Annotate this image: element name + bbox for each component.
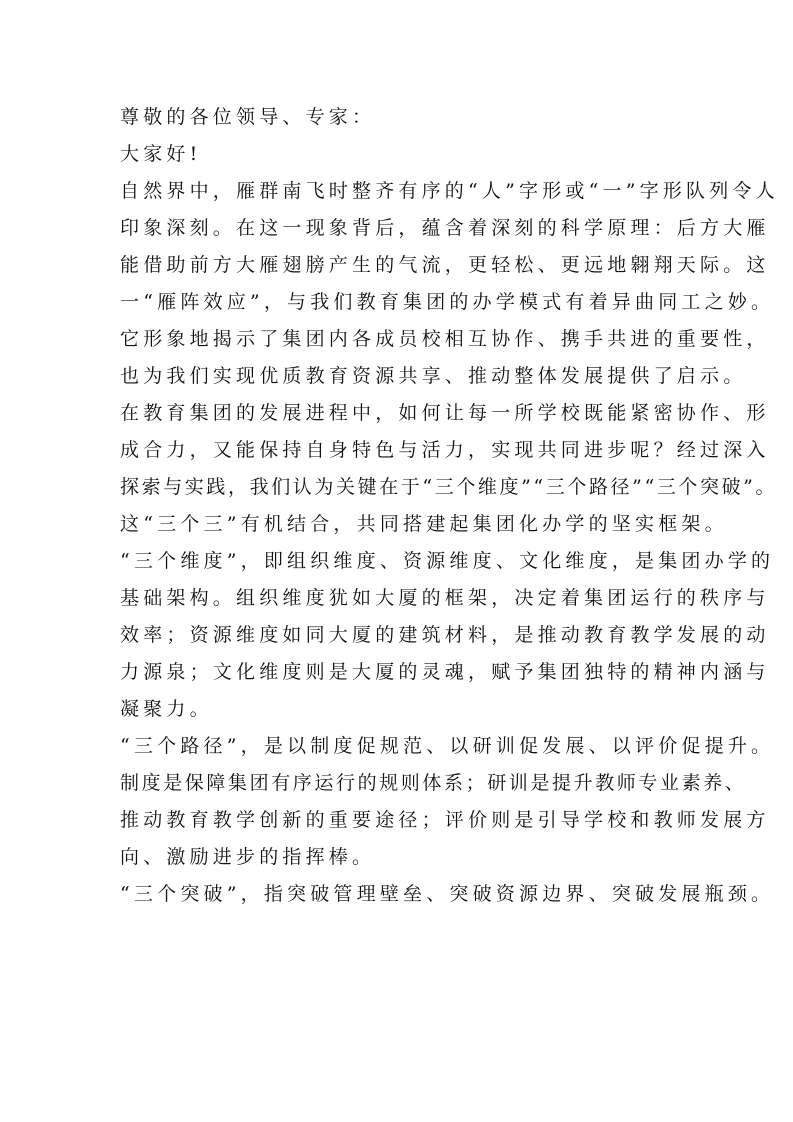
body-line: 向、激励进步的指挥棒。: [120, 846, 376, 868]
salutation: 尊敬的各位领导、专家：: [120, 106, 376, 128]
body-line: 这“三个三”有机结合，共同搭建起集团化办学的坚实框架。: [120, 513, 728, 535]
body-line: 制度是保障集团有序运行的规则体系；研训是提升教师专业素养、: [120, 772, 747, 794]
greeting: 大家好!: [120, 143, 202, 165]
body-line: 一“雁阵效应”，与我们教育集团的办学模式有着异曲同工之妙。: [120, 291, 775, 313]
body-line: 推动教育教学创新的重要途径；评价则是引导学校和教师发展方: [120, 809, 770, 831]
body-line: 在教育集团的发展进程中，如何让每一所学校既能紧密协作、形: [120, 402, 770, 424]
body-line: “三个维度”，即组织维度、资源维度、文化维度，是集团办学的: [120, 550, 775, 572]
body-line: “三个路径”，是以制度促规范、以研训促发展、以评价促提升。: [120, 735, 775, 757]
body-line: 凝聚力。: [120, 698, 213, 720]
body-line: 基础架构。组织维度犹如大厦的框架，决定着集团运行的秩序与: [120, 587, 770, 609]
body-line: 自然界中，雁群南飞时整齐有序的“人”字形或“一”字形队列令人: [120, 180, 779, 202]
body-line: 效率；资源维度如同大厦的建筑材料，是推动教育教学发展的动: [120, 624, 770, 646]
body-line: 能借助前方大雁翅膀产生的气流，更轻松、更远地翱翔天际。这: [120, 254, 770, 276]
body-line: 印象深刻。在这一现象背后，蕴含着深刻的科学原理：后方大雁: [120, 217, 770, 239]
body-line: 探索与实践，我们认为关键在于“三个维度”“三个路径”“三个突破”。: [120, 476, 778, 498]
body-line: 也为我们实现优质教育资源共享、推动整体发展提供了启示。: [120, 365, 747, 387]
document-page: [120, 99, 779, 913]
body-line: “三个突破”，指突破管理壁垒、突破资源边界、突破发展瓶颈。: [120, 883, 775, 905]
body-line: 它形象地揭示了集团内各成员校相互协作、携手共进的重要性，: [120, 328, 770, 350]
body-line: 成合力，又能保持自身特色与活力，实现共同进步呢？经过深入: [120, 439, 770, 461]
body-line: 力源泉；文化维度则是大厦的灵魂，赋予集团独特的精神内涵与: [120, 661, 770, 683]
